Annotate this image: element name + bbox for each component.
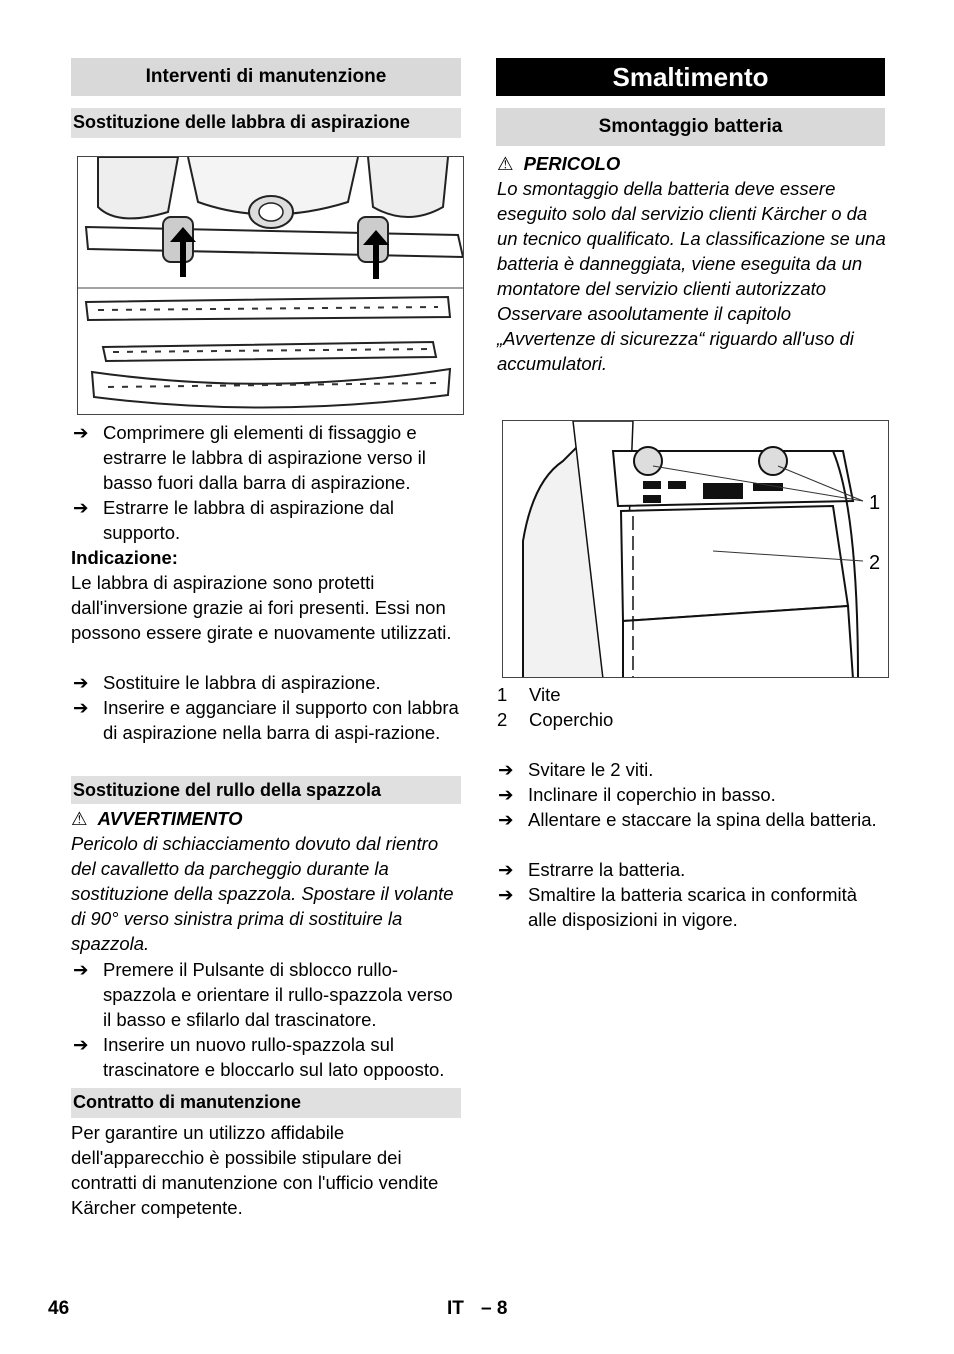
step-disconnect-plug: ➔ Allentare e staccare la spina della batteria. [498,809,877,830]
warning-text: Pericolo di schiacciamento dovuto dal rientro del cavalletto da parcheggio durante la sostituzione della spazzola. Spostare il volante di 90° verso sinistra prima di sostituire la spazzola. [71,833,454,954]
step-extract-lips: ➔ Estrarre le labbra di aspirazione dal supporto. [73,497,395,543]
legend-item-screw: 1 Vite [497,684,561,705]
step-insert-support: ➔ Inserire e agganciare il supporto con labbra di aspirazione nella barra di aspi-razione. [73,697,459,743]
step-compress-fasteners: ➔ Comprimere gli elementi di fissaggio e estrarre le labbra di aspirazione verso il basso fuori dalla barra di aspirazione. [73,422,426,493]
callout-2: 2 [869,552,881,574]
step-replace-lips: ➔ Sostituire le labbra di aspirazione. [73,672,381,693]
suction-lips-illustration [78,157,464,415]
subsection-title-suction-lips: Sostituzione delle labbra di aspirazione [71,108,461,138]
subsection-title-brush-roller: Sostituzione del rullo della spazzola [71,776,461,804]
arrow-icon: ➔ [73,959,89,980]
page-number: 46 [48,1298,70,1319]
arrow-icon: ➔ [498,809,514,830]
battery-cover-figure [502,420,889,678]
language-code: IT [447,1298,464,1319]
suction-lips-figure [77,156,464,415]
danger-heading: ⚠ PERICOLO [497,153,621,174]
arrow-icon: ➔ [498,784,514,805]
subsection-title-maintenance-contract: Contratto di manutenzione [71,1088,461,1118]
section-title-disposal: Smaltimento [496,58,885,96]
arrow-icon: ➔ [73,697,89,718]
step-dispose-battery: ➔ Smaltire la batteria scarica in conformità alle disposizioni in vigore. [498,884,858,930]
arrow-icon: ➔ [73,1034,89,1055]
warning-heading: ⚠ AVVERTIMENTO [71,808,243,829]
arrow-icon: ➔ [498,884,514,905]
subsection-title-battery-removal: Smontaggio batteria [496,108,885,146]
warning-triangle-icon: ⚠ [71,808,88,829]
step-tilt-cover: ➔ Inclinare il coperchio in basso. [498,784,776,805]
step-unscrew: ➔ Svitare le 2 viti. [498,759,654,780]
danger-text: Lo smontaggio della batteria deve essere eseguito solo dal servizio clienti Kärcher o da un tecnico qualificato. La classificazione se una batteria è danneggiata, viene eseguita da un montatore del servizio clienti autorizzato Osservare asoolutamente il capitolo „Avvertenze di sicurezza“ riguardo all'uso di accumulatori. [497,178,886,374]
arrow-icon: ➔ [498,759,514,780]
arrow-icon: ➔ [73,422,89,443]
arrow-icon: ➔ [73,672,89,693]
callout-1: 1 [869,492,881,514]
note-label: Indicazione: [71,547,178,568]
step-press-release-button: ➔ Premere il Pulsante di sblocco rullo-spazzola e orientare il rullo-spazzola verso il basso e sfilarlo dal trascinatore. [73,959,453,1030]
section-title-maintenance: Interventi di manutenzione [71,58,461,96]
battery-cover-illustration [503,421,889,678]
sub-page-number: – 8 [481,1298,508,1319]
step-insert-new-roller: ➔ Inserire un nuovo rullo-spazzola sul trascinatore e bloccarlo sul lato oppoosto. [73,1034,445,1080]
maintenance-contract-text: Per garantire un utilizzo affidabile dell'apparecchio è possibile stipulare dei contratti di manutenzione con l'ufficio vendite Kärcher competente. [71,1122,439,1218]
arrow-icon: ➔ [498,859,514,880]
arrow-icon: ➔ [73,497,89,518]
note-text: Le labbra di aspirazione sono protetti dall'inversione grazie ai fori presenti. Essi non possono essere girate e nuovamente utilizzati. [71,572,452,643]
legend-item-cover: 2 Coperchio [497,709,614,730]
step-remove-battery: ➔ Estrarre la batteria. [498,859,686,880]
warning-triangle-icon: ⚠ [497,153,514,174]
